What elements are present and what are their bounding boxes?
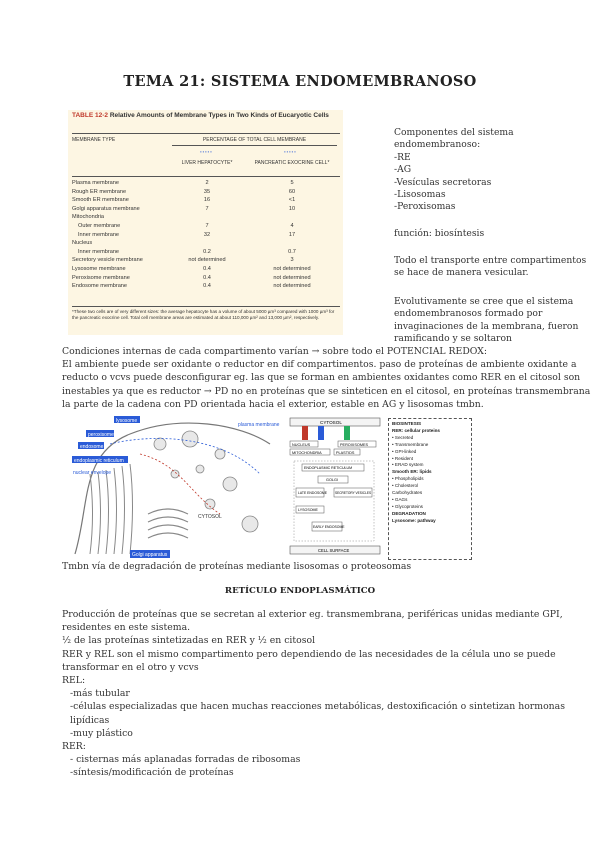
table-number: TABLE 12-2 [72,112,108,119]
table-cell-liver: 0.4 [203,265,211,272]
flow-er: ENDOPLASMIC RETICULUM [304,466,353,470]
table-cell-liver: 7 [205,205,209,212]
table-cell-type: Secretory vesicle membrane [72,257,143,264]
flow-early-endosome: EARLY ENDOSOME [313,525,345,529]
component-item: -Vesículas secretoras [394,176,492,188]
table-header-group: PERCENTAGE OF TOTAL CELL MEMBRANE [202,137,307,143]
figures-row [60,414,600,560]
table-cell-pancreas: not determined [273,283,311,290]
label-cytosol: CYTOSOL [198,514,222,520]
biosynthesis-list-line: BIOSINTESIS [392,421,422,426]
label-lysosome: lysosome [116,418,138,424]
redox-paragraph: Condiciones internas de cada compartimento varían → sobre todo el POTENCIAL REDOX: El ambiente puede ser oxidante o reductor en dif compartimentos. paso de proteínas de ambiente oxidante a reducto o vcvs puede desconfigurar eg. las que se forman en ambientes oxidantes como RER en el citosol son inestables ya que es reductor → PD no en proteínas que se sinteticen en el citosol, en proteínas transmembrana la parte de la cadena con PD orientada hacia el exterior, estable en AG y lisosomas tmbn. [62,346,591,410]
table-blue-annotation: ▪ ▪ ▪ ▪ ▪ [284,149,296,154]
biosynthesis-list-line: • Cholesterol [392,483,419,489]
body-line: RER: [62,741,86,753]
label-endosome: endosome [80,444,104,450]
table-row [72,257,342,266]
table-cell-type: Rough ER membrane [72,188,127,195]
green-arrow [344,426,350,440]
body-line: -síntesis/modificación de proteínas [70,767,234,779]
table-cell-liver: not determined [188,257,226,264]
membrane-table-figure [68,110,343,335]
table-body [72,180,342,292]
table-blue-annotation: ▪ ▪ ▪ ▪ ▪ [200,149,212,154]
blue-arrow [318,426,324,440]
table-footnote: *These two cells are of very different sizes: the average hepatocyte has a volume of about 5000 µm³ compared with 1000 µm³ for the pancreatic exocrine cell. Total cell membrane areas are estimated at about 110,000 µm² and 13,000 µm², respectively. [72,309,335,321]
body-line: Producción de proteínas que se secretan al exterior eg. transmembrana, periféricas unidas mediante GPI, residentes en este sistema. [62,609,563,634]
table-cell-type: Lysosome membrane [72,265,126,272]
table-cell-liver: 0.2 [203,248,211,255]
table-cell-liver: 32 [203,231,211,238]
table-rule [72,176,340,177]
table-cell-type: Smooth ER membrane [72,197,129,204]
evolution-note: Evolutivamente se cree que el sistema endomembranosos formado por invaginaciones de la membrana, fueron ramificando y se soltaron [394,296,579,345]
flow-late-endosome: LATE ENDOSOME [298,491,327,495]
label-nuclear-envelope: nuclear envelope [73,470,112,476]
table-cell-type: Nucleus [72,240,93,247]
table-header-liver: LIVER HEPATOCYTE* [181,160,233,166]
table-row [72,206,342,215]
table-row [72,180,342,189]
flow-mitochondria: MITOCHONDRIA [292,451,322,455]
body-line: -células especializadas que hacen muchas reacciones metabólicas, destoxificación o sintetizan hormonas lipídicas [70,701,565,726]
table-cell-type: Mitochondria [72,214,105,221]
label-plasma-membrane: plasma membrane [238,422,280,428]
table-row [72,223,342,232]
degradation-caption: Tmbn vía de degradación de proteínas mediante lisosomas o proteosomas [62,561,412,572]
cell-compartments-diagram [70,414,280,560]
table-header-membrane-type: MEMBRANE TYPE [72,137,116,143]
table-rule [172,145,337,146]
table-cell-liver: 2 [205,180,209,186]
table-cell-type: Plasma membrane [72,180,119,186]
components-block [394,127,594,214]
er-body-text [62,608,592,780]
table-cell-pancreas: not determined [273,274,311,281]
flow-secretory-vesicles: SECRETORY VESICLES [335,491,372,495]
biosynthesis-list-line: • Resident [392,455,414,461]
biosynthesis-list-line: • Secreted [392,434,414,440]
body-line: -más tubular [70,688,130,700]
flow-plastids: PLASTIDS [336,451,355,455]
biosynthesis-list-line: • ERAD system [392,462,424,468]
body-line: RER y REL son el mismo compartimento pero dependiendo de las necesidades de la célula uno se puede transformar en el otro y vcvs [62,648,556,673]
biosynthesis-list-line: RER: cellular proteins [392,427,440,433]
table-cell-pancreas: 3 [290,257,294,264]
table-cell-liver: 7 [205,222,209,229]
biosynthesis-list-line: • Glycoproteins [392,503,423,509]
table-cell-type: Inner membrane [78,231,120,238]
table-rule [72,306,340,307]
table-row [72,240,342,249]
table-cell-liver: 35 [203,188,211,195]
component-item: -RE [394,151,411,163]
body-line: -muy plástico [70,727,133,739]
table-cell-pancreas: 0.7 [288,248,296,255]
table-cell-liver: 16 [203,197,211,204]
component-item: -Peroxisomas [394,201,456,213]
table-cell-pancreas: not determined [273,265,311,272]
table-row [72,189,342,198]
biosynthesis-list-line: • Phospholipids [392,476,424,482]
table-rule [72,133,340,134]
biosynthesis-list-line: • GAGs [392,496,408,502]
table-cell-pancreas: 10 [288,205,296,212]
biosynthesis-list [389,419,471,527]
table-title [72,112,342,119]
flow-lysosome: LYSOSOME [298,508,318,512]
table-row [72,266,342,275]
table-cell-pancreas: 5 [290,180,294,186]
protein-sorting-flowchart [288,416,383,560]
transport-note: Todo el transporte entre compartimentos se hace de manera vesicular. [394,255,587,279]
biosynthesis-list-line: Carbohydrates [392,490,423,496]
section-heading: RETÍCULO ENDOPLASMÁTICO [224,586,376,596]
components-intro: Componentes del sistema endomembranoso: [394,127,514,151]
table-cell-pancreas: 4 [290,222,294,229]
biosynthesis-list-line: DEGRADATION [392,510,426,516]
table-cell-pancreas: 60 [288,188,296,195]
table-cell-type: Endosome membrane [72,283,128,290]
table-header-pancreas: PANCREATIC EXOCRINE CELL* [254,160,330,166]
label-peroxisome: peroxisome [88,432,114,438]
table-row [72,249,342,258]
table-cell-type: Golgi apparatus membrane [72,205,140,212]
flow-cell-surface: CELL SURFACE [318,548,350,553]
table-caption: Relative Amounts of Membrane Types in Two Kinds of Eucaryotic Cells [109,112,329,119]
body-line: - cisternas más aplanadas forradas de ribosomas [70,754,301,766]
function-note: función: biosíntesis [394,228,485,239]
table-cell-type: Outer membrane [78,222,121,229]
biosynthesis-list-line: Lysosome: pathway [392,517,436,523]
table-cell-liver: 0.4 [203,274,211,281]
table-cell-liver: 0.4 [203,283,211,290]
table-row [72,214,342,223]
component-item: -AG [394,164,412,176]
flow-peroxisomes: PEROXISOMES [340,443,369,447]
component-item: -Lisosomas [394,189,446,201]
flow-golgi: GOLGI [326,478,339,482]
biosynthesis-list-box [388,418,472,560]
table-cell-type: Inner membrane [78,248,120,255]
biosynthesis-list-line: Smooth ER: lipids [392,469,432,475]
table-cell-pancreas: 17 [288,231,296,238]
flow-cytosol: CYTOSOL [320,420,342,425]
table-row [72,275,342,284]
table-row [72,232,342,241]
table-row [72,197,342,206]
body-line: REL: [62,675,86,687]
page-title: TEMA 21: SISTEMA ENDOMEMBRANOSO [123,73,477,90]
table-cell-type: Peroxisome membrane [72,274,130,281]
biosynthesis-list-line: • GPI-linked [392,448,417,454]
flow-nucleus: NUCLEUS [292,443,311,447]
red-arrow [302,426,308,440]
label-golgi-apparatus: Golgi apparatus [132,552,168,558]
label-endoplasmic-reticulum: endoplasmic reticulum [74,458,124,464]
body-line: ½ de las proteínas sintetizadas en RER y ½ en citosol [62,635,316,647]
table-cell-pancreas: <1 [288,197,296,204]
table-row [72,283,342,292]
biosynthesis-list-line: • Transmembrane [392,441,429,447]
